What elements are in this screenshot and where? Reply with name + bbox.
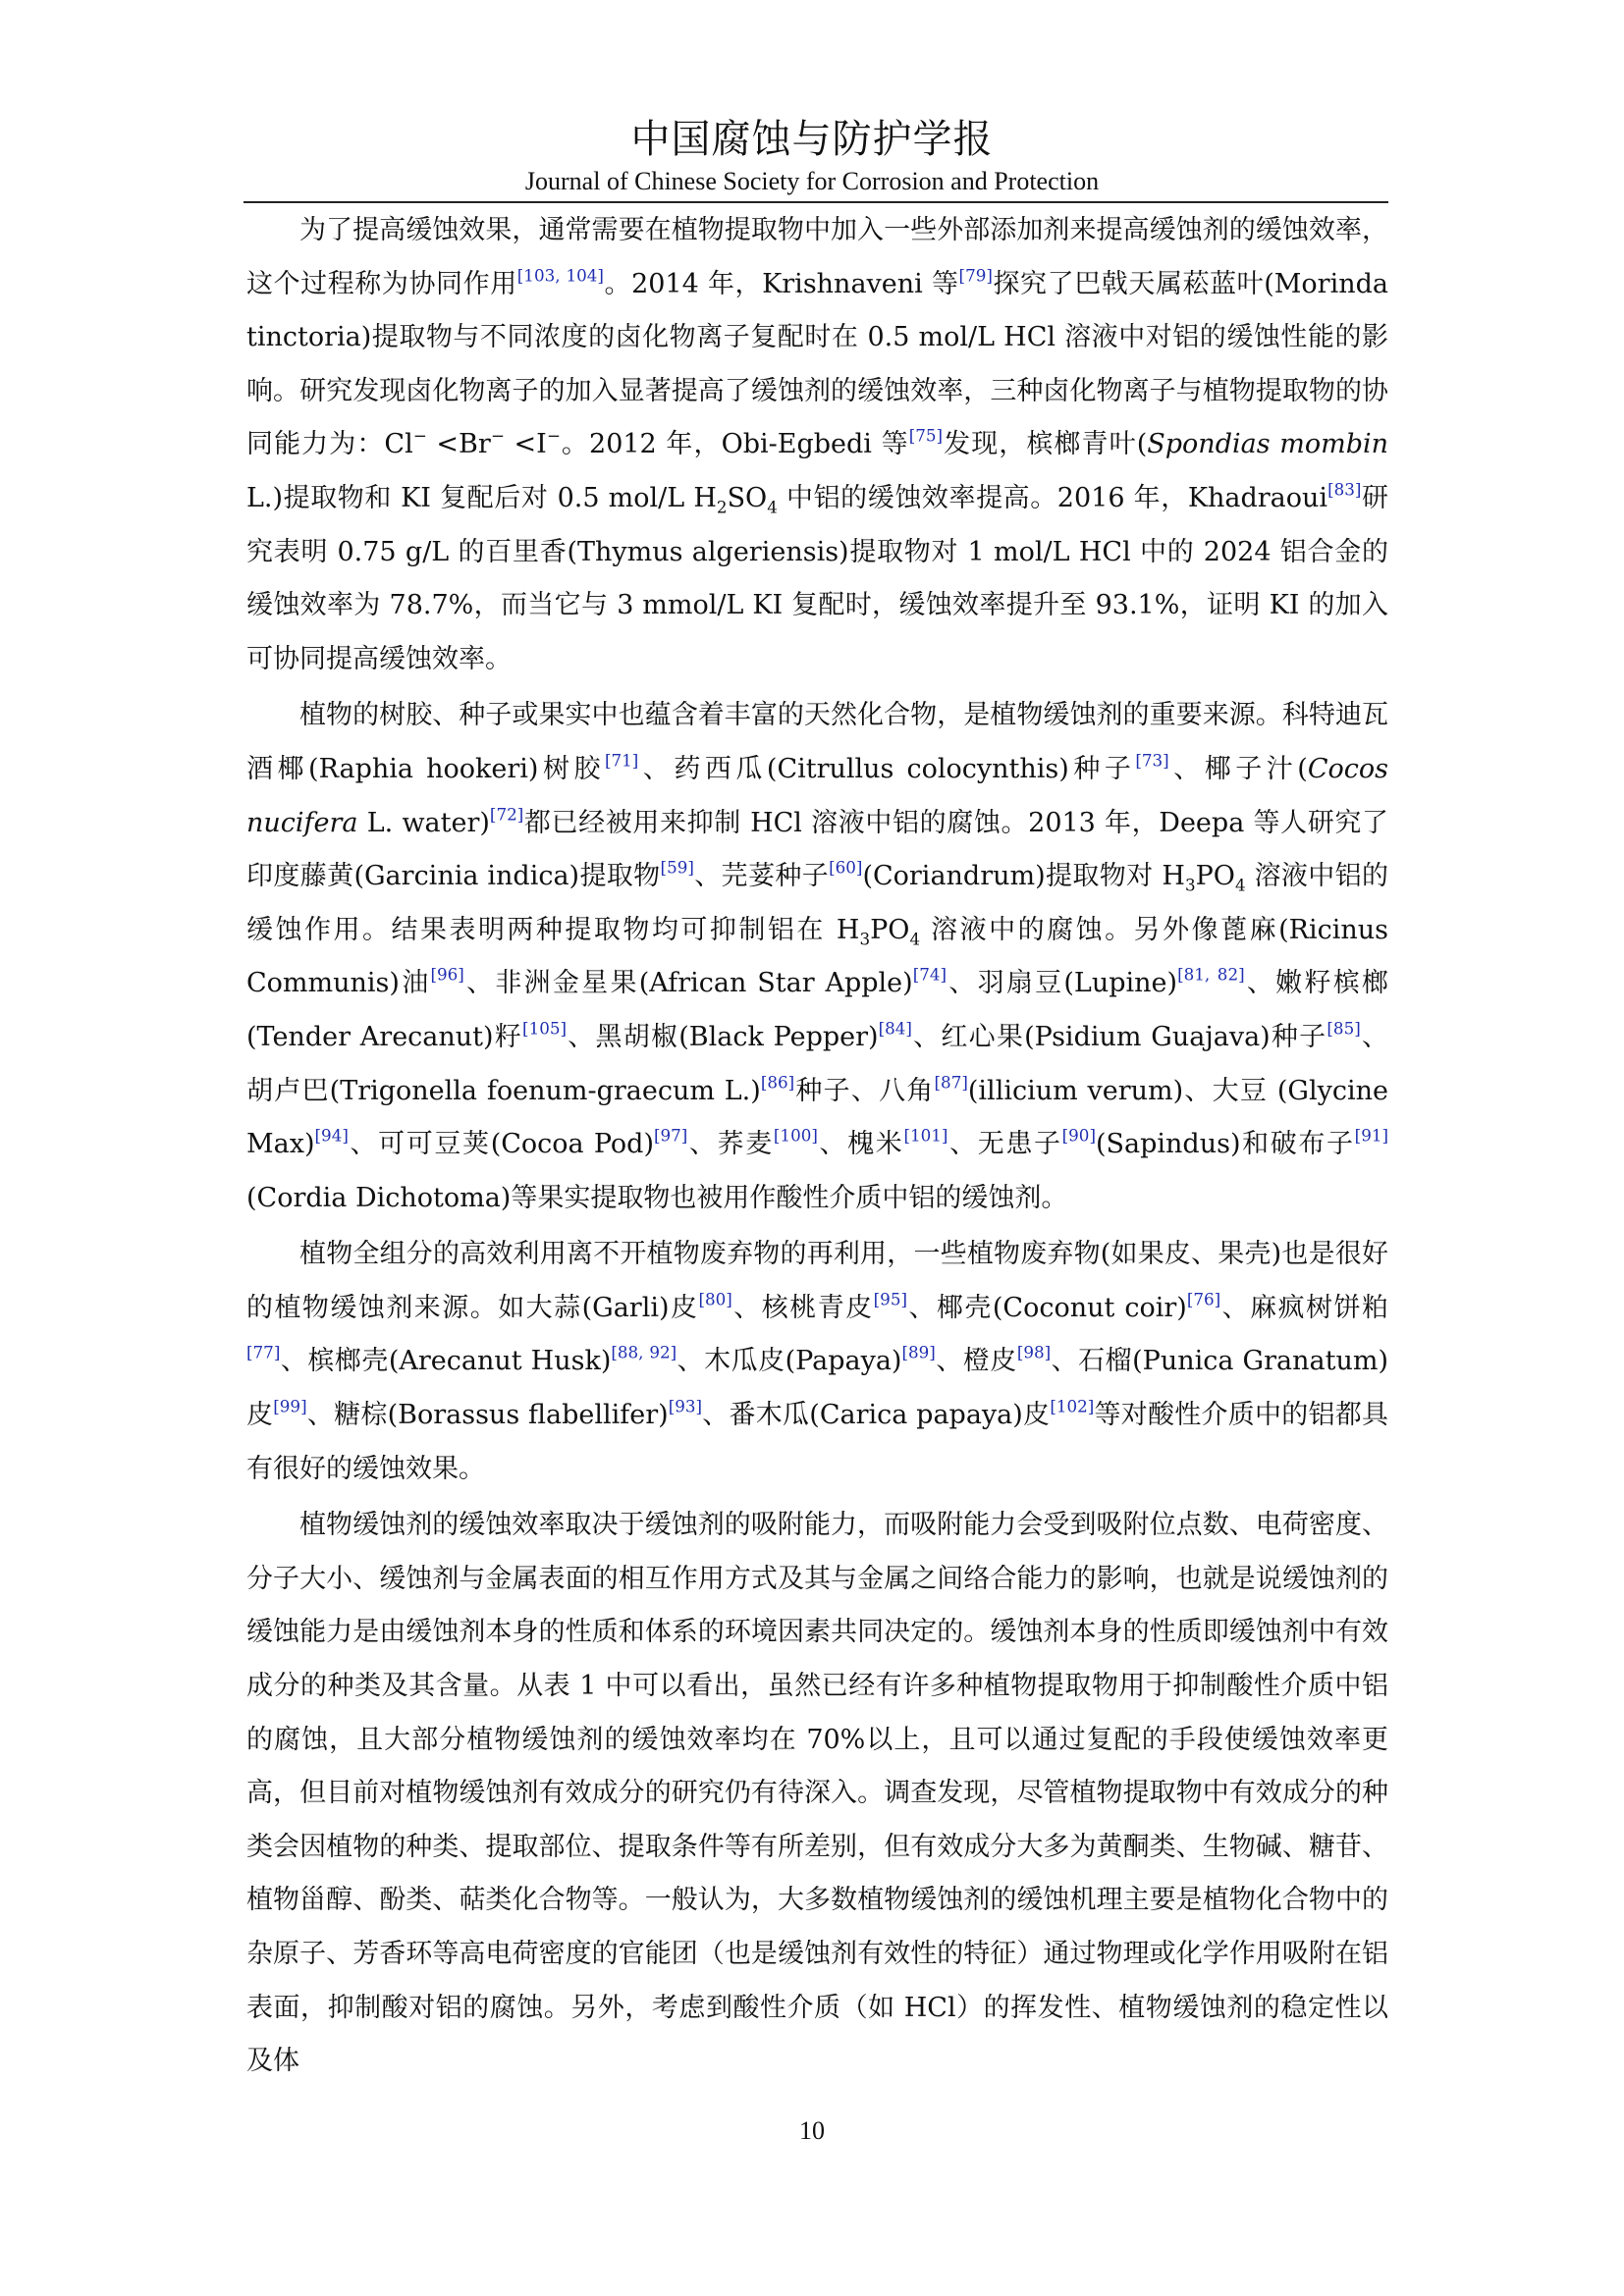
chemical-subscript: 2	[716, 497, 728, 517]
text-run: <I	[504, 429, 547, 460]
text-run: 都已经被用来抑制 HCl 溶液中铝的腐蚀。2013 年，Deepa 等人研究了印度藤黄(Garcinia indica)提取物	[246, 807, 1388, 892]
text-run: 、橙皮	[935, 1346, 1017, 1377]
text-run: 、芫荽种子	[693, 861, 830, 892]
citation-reference[interactable]: [72]	[489, 803, 524, 824]
body-paragraph	[246, 204, 1388, 686]
citation-reference[interactable]: [79]	[958, 264, 993, 285]
text-run: 、羽扇豆(Lupine)	[947, 968, 1178, 999]
citation-reference[interactable]: [89]	[901, 1342, 936, 1362]
text-run: 、槐米	[817, 1129, 904, 1160]
text-run: 、嫩籽槟榔(Tender Arecanut)籽	[246, 968, 1388, 1052]
text-run: 、糖棕(Borassus flabellifer)	[306, 1400, 669, 1431]
text-run: 、可可豆荚(Cocoa Pod)	[348, 1129, 654, 1160]
text-run: 、木瓜皮(Papaya)	[677, 1346, 902, 1377]
text-run: (Sapindus)和破布子	[1095, 1129, 1355, 1160]
text-run: L. water)	[357, 807, 490, 838]
text-run: L.)提取物和 KI 复配后对 0.5 mol/L H	[246, 482, 717, 513]
text-run: (illicium verum)、大豆 (Glycine Max)	[246, 1075, 1389, 1160]
text-run: 溶液中铝的缓蚀作用。结果表明两种提取物均可抑制铝在 H	[246, 861, 1388, 945]
ion-charge-superscript: −	[412, 425, 427, 446]
citation-reference[interactable]: [103, 104]	[516, 264, 604, 285]
text-run: 发现，槟榔青叶(	[943, 429, 1148, 460]
citation-reference[interactable]: [102]	[1050, 1396, 1095, 1416]
text-run: 为了提高缓蚀效果，通常需要在植物提取物中加入一些外部添加剂来提高缓蚀剂的缓蚀效率，这个过程称为协同作用	[246, 215, 1388, 299]
text-run: 、麻疯树饼粕	[1220, 1292, 1388, 1323]
text-run: SO	[727, 482, 768, 513]
text-run: 。2012 年，Obi-Egbedi 等	[560, 429, 909, 460]
citation-reference[interactable]: [99]	[273, 1396, 307, 1416]
citation-reference[interactable]: [86]	[760, 1071, 795, 1092]
journal-title-english: Journal of Chinese Society for Corrosion and Protection	[524, 167, 1100, 195]
text-run: 、荞麦	[687, 1129, 774, 1160]
text-run: 、黑胡椒(Black Pepper)	[567, 1021, 879, 1052]
chemical-subscript: 4	[767, 497, 778, 517]
citation-reference[interactable]: [83]	[1327, 479, 1362, 500]
citation-reference[interactable]: [100]	[773, 1125, 818, 1146]
header-divider	[244, 201, 1388, 203]
text-run: 溶液中的腐蚀。另外像蓖麻(Ricinus Communis)油	[246, 914, 1388, 999]
citation-reference[interactable]: [74]	[912, 964, 947, 985]
journal-title-chinese: 中国腐蚀与防护学报	[630, 117, 994, 162]
citation-reference[interactable]: [88, 92]	[611, 1342, 677, 1362]
text-run: 等对酸性介质中的铝都具有很好的缓蚀效果。	[246, 1400, 1389, 1484]
citation-reference[interactable]: [73]	[1135, 750, 1169, 771]
citation-reference[interactable]: [59]	[660, 857, 694, 878]
citation-reference[interactable]: [97]	[653, 1125, 688, 1146]
text-run: 、无患子	[947, 1129, 1062, 1160]
page-number: 10	[799, 2116, 825, 2145]
text-run: 、核桃青皮	[731, 1292, 874, 1323]
citation-reference[interactable]: [84]	[878, 1018, 912, 1039]
citation-reference[interactable]: [98]	[1016, 1342, 1052, 1362]
text-run: 植物的树胶、种子或果实中也蕴含着丰富的天然化合物，是植物缓蚀剂的重要来源。科特迪瓦酒椰(Raphia hookeri)树胶	[246, 700, 1388, 784]
text-run: 、石榴(Punica Granatum)皮	[246, 1346, 1388, 1431]
text-run: 、番木瓜(Carica papaya)皮	[702, 1400, 1051, 1431]
species-name: Spondias mombin	[1147, 429, 1388, 460]
text-run: 、椰子汁(	[1168, 753, 1308, 784]
citation-reference[interactable]: [101]	[903, 1125, 948, 1146]
body-paragraph	[246, 689, 1388, 1225]
text-run: 植物缓蚀剂的缓蚀效率取决于缓蚀剂的吸附能力，而吸附能力会受到吸附位点数、电荷密度、分子大小、缓蚀剂与金属表面的相互作用方式及其与金属之间络合能力的影响，也就是说缓蚀剂的缓蚀能力是由缓蚀剂本身的性质和体系的环境因素共同决定的。缓蚀剂本身的性质即缓蚀剂中有效成分的种类及其含量。从表 1 中可以看出，虽然已经有许多种植物提取物用于抑制酸性介质中铝的腐蚀，且大部分植物缓蚀剂的缓蚀效率均在 70%以上，且可以通过复配的手段使缓蚀效率更高，但目前对植物缓蚀剂有效成分的研究仍有待深入。调查发现，尽管植物提取物中有效成分的种类会因植物的种类、提取部位、提取条件等有所差别，但有效成分大多为黄酮类、生物碱、糖苷、植物甾醇、酚类、萜类化合物等。一般认为，大多数植物缓蚀剂的缓蚀机理主要是植物化合物中的杂原子、芳香环等高电荷密度的官能团（也是缓蚀剂有效性的特征）通过物理或化学作用吸附在铝表面，抑制酸对铝的腐蚀。另外，考虑到酸性介质（如 HCl）的挥发性、植物缓蚀剂的稳定性以及体	[246, 1510, 1388, 2077]
species-name: Cocos nucifera	[246, 753, 1388, 838]
citation-reference[interactable]: [105]	[522, 1018, 568, 1039]
citation-reference[interactable]: [90]	[1061, 1125, 1096, 1146]
citation-reference[interactable]: [91]	[1354, 1125, 1389, 1146]
citation-reference[interactable]: [81, 82]	[1177, 964, 1245, 985]
text-run: (Coriandrum)提取物对 H	[862, 861, 1185, 892]
article-body	[246, 204, 1388, 2089]
text-run: PO	[870, 914, 910, 945]
citation-reference[interactable]: [71]	[604, 750, 639, 771]
text-run: 、胡卢巴(Trigonella foenum-graecum L.)	[246, 1021, 1389, 1106]
body-paragraph	[246, 1499, 1388, 2089]
text-run: PO	[1195, 861, 1235, 892]
text-run: (Cordia Dichotoma)等果实提取物也被用作酸性介质中铝的缓蚀剂。	[246, 1182, 1068, 1213]
citation-reference[interactable]: [93]	[668, 1396, 703, 1416]
text-run: 植物全组分的高效利用离不开植物废弃物的再利用，一些植物废弃物(如果皮、果壳)也是很好的植物缓蚀剂来源。如大蒜(Garli)皮	[246, 1239, 1388, 1323]
ion-charge-superscript: −	[490, 425, 505, 446]
text-run: 研究表明 0.75 g/L 的百里香(Thymus algeriensis)提取物对 1 mol/L HCl 中的 2024 铝合金的缓蚀效率为 78.7%，而当它与 3 mmol/L KI 复配时，缓蚀效率提升至 93.1%，证明 KI 的加入可协同提高缓蚀效率。	[246, 482, 1388, 674]
text-run: 、非洲金星果(African Star Apple)	[463, 968, 913, 999]
chemical-subscript: 3	[859, 929, 871, 949]
citation-reference[interactable]: [77]	[246, 1342, 281, 1362]
text-run: 。2014 年，Krishnaveni 等	[603, 268, 959, 299]
citation-reference[interactable]: [80]	[698, 1289, 732, 1309]
chemical-subscript: 3	[1184, 875, 1196, 895]
citation-reference[interactable]: [60]	[829, 857, 863, 878]
citation-reference[interactable]: [75]	[908, 425, 944, 446]
body-paragraph	[246, 1228, 1388, 1496]
text-run: 、椰壳(Coconut coir)	[907, 1292, 1187, 1323]
text-run: <Br	[426, 429, 491, 460]
text-run: 、槟榔壳(Arecanut Husk)	[280, 1346, 612, 1377]
text-run: 种子、八角	[794, 1075, 935, 1106]
chemical-subscript: 4	[909, 929, 921, 949]
citation-reference[interactable]: [95]	[873, 1289, 907, 1309]
text-run: 探究了巴戟天属菘蓝叶(Morinda tinctoria)提取物与不同浓度的卤化物离子复配时在 0.5 mol/L HCl 溶液中对铝的缓蚀性能的影响。研究发现卤化物离子的加入显著提高了缓蚀剂的缓蚀效率，三种卤化物离子与植物提取物的协同能力为：Cl	[246, 268, 1388, 460]
citation-reference[interactable]: [96]	[430, 964, 464, 985]
text-run: 、红心果(Psidium Guajava)种子	[911, 1021, 1327, 1052]
citation-reference[interactable]: [85]	[1326, 1018, 1361, 1039]
ion-charge-superscript: −	[546, 425, 561, 446]
citation-reference[interactable]: [76]	[1186, 1289, 1221, 1309]
text-run: 、药西瓜(Citrullus colocynthis)种子	[638, 753, 1136, 784]
chemical-subscript: 4	[1234, 875, 1246, 895]
citation-reference[interactable]: [94]	[314, 1125, 349, 1146]
citation-reference[interactable]: [87]	[934, 1071, 968, 1092]
text-run: 中铝的缓蚀效率提高。2016 年，Khadraoui	[777, 482, 1328, 513]
